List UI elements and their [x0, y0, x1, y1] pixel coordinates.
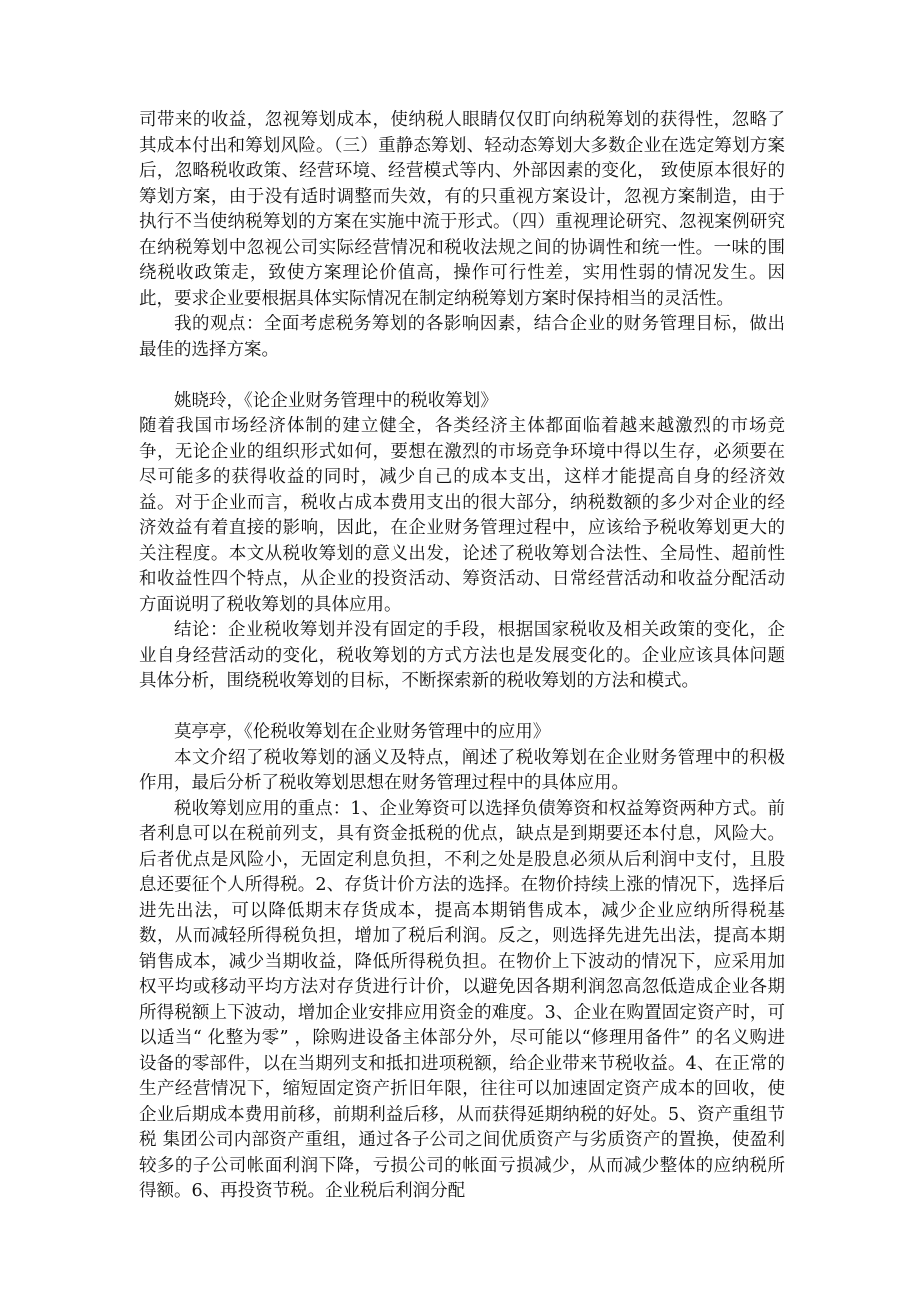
paragraph-mo-key-points: 税收筹划应用的重点：1、企业筹资可以选择负债筹资和权益筹资两种方式。前者利息可以在税前列支，具有资金抵税的优点，缺点是到期要还本付息，风险大。后者优点是风险小，无固定利息负担，不利之处是股息必须从后利润中支付，且股息还要征个人所得税。2、存货计价方法的选择。在物价持续上涨的情况下，选择后进先出法，可以降低期末存货成本，提高本期销售成本，减少企业应纳所得税基数，从而减轻所得税负担，增加了税后利润。反之，则选择先进先出法，提高本期销售成本，减少当期收益，降低所得税负担。在物价上下波动的情况下，应采用加权平均或移动平均方法对存货进行计价，以避免因各期利润忽高忽低造成企业各期所得税额上下波动，增加企业安排应用资金的难度。3、企业在购置固定资产时，可以适当“ 化整为零” ，除购进设备主体部分外，尽可能以“修理用备件” 的名义购进设备的零部件，以在当期列支和抵扣进项税额，给企业带来节税收益。4、在正常的生产经营情况下，缩短固定资产折旧年限，往往可以加速固定资产成本的回收，使企业后期成本费用前移，前期利益后移，从而获得延期纳税的好处。5、资产重组节税 集团公司内部资产重组，通过各子公司之间优质资产与劣质资产的置换，使盈利较多的子公司帐面利润下降，亏损公司的帐面亏损减少，从而减少整体的应纳税所得额。6、再投资节税。企业税后利润分配 [139, 798, 785, 1201]
reference-heading-mo: 莫亭亭，《伦税收筹划在企业财务管理中的应用》 [174, 722, 551, 742]
paragraph-yao-abstract: 随着我国市场经济体制的建立健全，各类经济主体都面临着越来越激烈的市场竞争，无论企业的组织形式如何，要想在激烈的市场竞争环境中得以生存，必须要在尽可能多的获得收益的同时，减少自己的成本支出，这样才能提高自身的经济效益。对于企业而言，税收占成本费用支出的很大部分，纳税数额的多少对企业的经济效益有着直接的影响，因此，在企业财务管理过程中，应该给予税收筹划更大的关注程度。本文从税收筹划的意义出发，论述了税收筹划合法性、全局性、超前性和收益性四个特点，从企业的投资活动、筹资活动、日常经营活动和收益分配活动方面说明了税收筹划的具体应用。 [139, 416, 785, 615]
paragraph-mo-abstract: 本文介绍了税收筹划的涵义及特点，阐述了税收筹划在企业财务管理中的积极作用，最后分析了税收筹划思想在财务管理过程中的具体应用。 [139, 747, 785, 793]
blank-line [139, 363, 785, 389]
blank-line [139, 695, 785, 721]
paragraph-continuation: 司带来的收益，忽视筹划成本，使纳税人眼睛仅仅盯向纳税筹划的获得性，忽略了其成本付出和筹划风险。（三）重静态筹划、轻动态筹划大多数企业在选定筹划方案后，忽略税收政策、经营环境、经营模式等内、外部因素的变化， 致使原本很好的筹划方案，由于没有适时调整而失效，有的只重视方案设计，忽视方案制造，由于执行不当使纳税筹划的方案在实施中流于形式。（四）重视理论研究、忽视案例研究在纳税筹划中忽视公司实际经营情况和税收法规之间的协调性和统一性。一味的围绕税收政策走，致使方案理论价值高，操作可行性差，实用性弱的情况发生。因此，要求企业要根据具体实际情况在制定纳税筹划方案时保持相当的灵活性。 [139, 110, 785, 309]
reference-heading-yao: 姚晓玲，《论企业财务管理中的税收筹划》 [174, 390, 498, 411]
paragraph-my-viewpoint: 我的观点：全面考虑税务筹划的各影响因素，结合企业的财务管理目标，做出最佳的选择方案。 [139, 314, 785, 360]
paragraph-yao-conclusion: 结论：企业税收筹划并没有固定的手段，根据国家税收及相关政策的变化，企业自身经营活动的变化，税收筹划的方式方法也是发展变化的。企业应该具体问题具体分析，围绕税收筹划的目标，不断探索新的税收筹划的方法和模式。 [139, 620, 785, 691]
document-page [139, 108, 785, 1205]
